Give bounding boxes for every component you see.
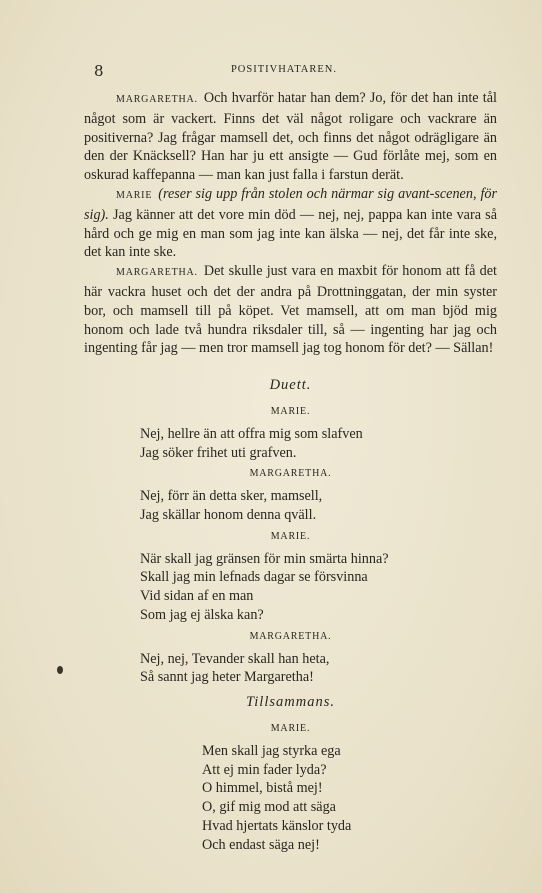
dialogue-text: Jag känner att det vore min död — nej, nej, pappa kan inte vara så hård och ge mig en man som jag inte kan älska — nej, det får inte ske, det kan inte ske. [84,206,497,261]
dialogue-text: Det skulle just vara en maxbit för honom att få det här vackra huset och det der andra på Drottninggatan, der min syster bor, och mamsell till på köpet. Vet mamsell, att om man bjöd mig honom och lade två hundra riksdaler till, så — ingenting har jag och ingenting får jag — men tror mamsell jag tog honom för det? — Sällan! [84,263,497,357]
verse-speaker: MARIE. [270,722,311,734]
speaker-name: MARGARETHA. [116,94,198,105]
duet-verses [84,403,497,855]
verse-line: Som jag ej älska kan? [140,606,264,623]
verse-stanza [84,742,497,855]
verse-speaker: MARIE. [270,405,311,417]
verse-line: Hvad hjertats känslor tyda [202,817,352,834]
together-heading: Tillsammans. [246,694,335,711]
verse-line: Och endast säga nej! [202,836,320,853]
dialogue-paragraph [84,185,497,262]
verse-line: O, gif mig mod att säga [202,799,336,816]
verse-line: O himmel, bistå mej! [202,780,323,797]
page-number: 8 [94,62,104,80]
verse-line: När skall jag gränsen för min smärta hinna? [140,550,389,567]
verse-line: Jag skällar honom denna qväll. [140,506,317,523]
verse-stanza [84,487,497,525]
speaker-name: MARGARETHA. [116,267,198,279]
running-title: POSITIVHATAREN. [230,64,338,75]
verse-stanza [84,650,497,688]
verse-line: Så sannt jag heter Margaretha! [140,669,314,686]
stage-direction: (reser sig upp från stolen och närmar sig avant-scenen, för sig). [84,185,497,223]
verse-line: Skall jag min lefnads dagar se försvinna [140,569,368,586]
verse-line: Nej, hellre än att offra mig som slafven [140,425,363,442]
dialogue-prose [84,89,497,854]
verse-line: Nej, nej, Tevander skall han heta, [140,650,330,667]
verse-speaker: MARIE. [270,530,311,542]
verse-speaker: MARGARETHA. [249,468,332,480]
dialogue-paragraph [84,89,497,185]
speaker-name: MARIE [116,189,153,201]
verse-line: Vid sidan af en man [140,588,254,605]
ink-blot [57,666,63,674]
verse-stanza [84,550,497,625]
verse-speaker: MARGARETHA. [249,630,332,642]
verse-line: Men skall jag styrka ega [202,742,341,759]
dialogue-paragraph [84,262,497,358]
verse-stanza [84,425,497,463]
verse-line: Nej, förr än detta sker, mamsell, [140,488,323,505]
dialogue-text: Och hvarför hatar han dem? Jo, för det han inte tål något som är vackert. Finns det väl något roligare och vackrare än positiverna? Jag frågar mamsell det, och finns det något odrägligare än den der Knäcksell? Han har ju ett ansigte — Gud förlåte mej, som en oskurad kaffepanna — man kan just falla i farstun derät. [84,90,497,184]
duet-heading: Duett. [269,377,312,394]
page-header [94,62,474,82]
verse-line: Jag söker frihet uti grafven. [140,444,297,461]
verse-line: Att ej min fader lyda? [202,761,327,778]
